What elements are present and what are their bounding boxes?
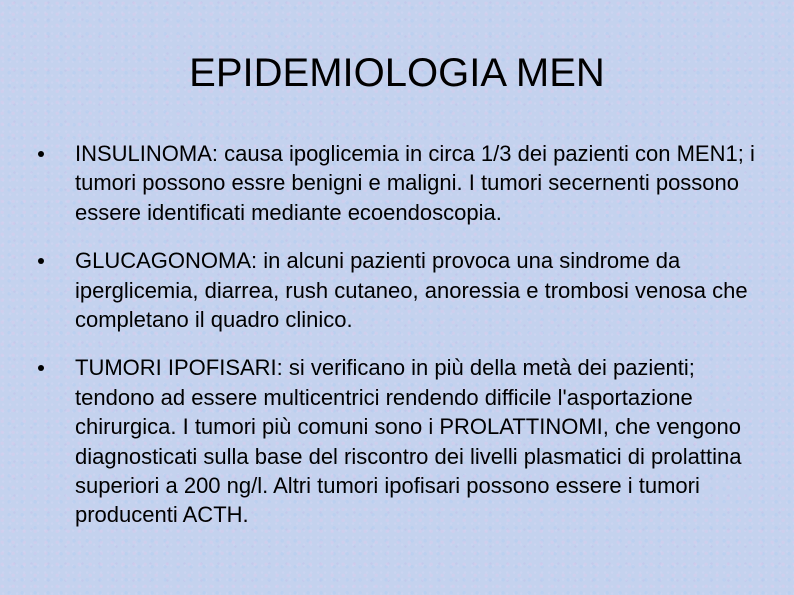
bullet-list [38, 139, 763, 530]
bullet-text: GLUCAGONOMA: in alcuni pazienti provoca una sindrome da iperglicemia, diarrea, rush cutaneo, anoressia e trombosi venosa che completano il quadro clinico. [75, 248, 748, 333]
round-bullet-icon [38, 365, 44, 371]
bullet-item-insulinoma [38, 139, 763, 227]
round-bullet-icon [38, 258, 44, 264]
bullet-text: INSULINOMA: causa ipoglicemia in circa 1/3 dei pazienti con MEN1; i tumori possono essre benigni e maligni. I tumori secernenti possono essere identificati mediante ecoendoscopia. [75, 141, 755, 225]
round-bullet-icon [38, 151, 44, 157]
bullet-text: TUMORI IPOFISARI: si verificano in più della metà dei pazienti; tendono ad essere multicentrici rendendo difficile l'asportazione chirurgica. I tumori più comuni sono i PROLATTINOMI, che vengono diagnosticati sulla base del riscontro dei livelli plasmatici di prolattina superiori a 200 ng/l. Altri tumori ipofisari possono essere i tumori producenti ACTH. [75, 355, 742, 528]
bullet-item-glucagonoma [38, 246, 763, 334]
bullet-item-tumori-ipofisari [38, 353, 763, 529]
slide-title: EPIDEMIOLOGIA MEN [189, 51, 605, 95]
